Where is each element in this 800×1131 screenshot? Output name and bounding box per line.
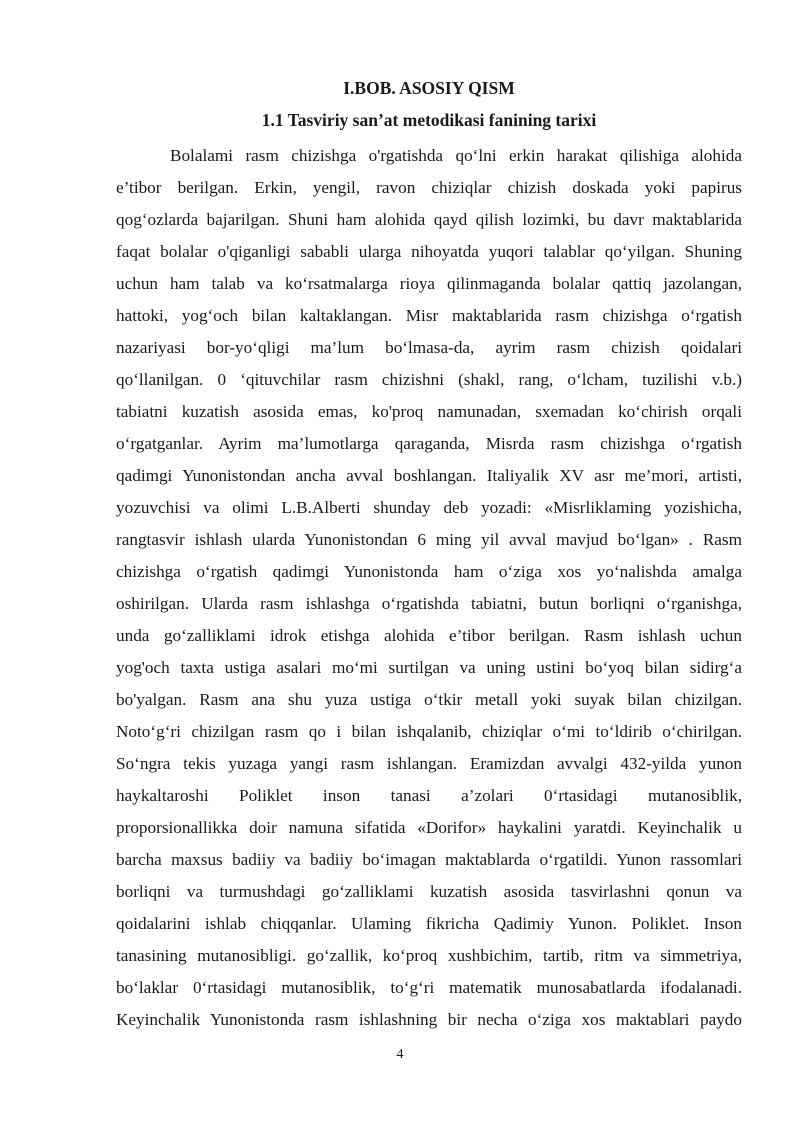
section-title: 1.1 Tasviriy san’at metodikasi fanining tarixi <box>261 110 597 130</box>
text-line: qog‘ozlarda bajarilgan. Shuni ham alohida qayd qilish lozimki, bu davr maktablarida <box>116 210 742 229</box>
text-line: bo'yalgan. Rasm ana shu yuza ustiga o‘tkir metall yoki suyak bilan chizilgan. <box>116 690 742 709</box>
text-line: qadimgi Yunonistondan ancha avval boshlangan. Italiyalik XV asr me’mori, artisti, <box>116 466 742 485</box>
text-line: So‘ngra tekis yuzaga yangi rasm ishlangan. Eramizdan avvalgi 432-yilda yunon <box>116 754 742 773</box>
text-line: chizishga o‘rgatish qadimgi Yunonistonda ham o‘ziga xos yo‘nalishda amalga <box>116 562 742 581</box>
text-line: hattoki, yog‘och bilan kaltaklangan. Misr maktablarida rasm chizishga o‘rgatish <box>116 306 742 325</box>
text-line: haykaltaroshi Poliklet inson tanasi a’zolari 0‘rtasidagi mutanosiblik, <box>116 786 742 805</box>
text-line: Bolalami rasm chizishga o'rgatishda qo‘lni erkin harakat qilishiga alohida <box>170 146 742 165</box>
text-line: qo‘llanilgan. 0 ‘qituvchilar rasm chizishni (shakl, rang, o‘lcham, tuzilishi v.b.) <box>116 370 742 389</box>
text-line: nazariyasi bor-yo‘qligi ma’lum bo‘lmasa-da, ayrim rasm chizish qoidalari <box>116 338 742 357</box>
text-line: e’tibor berilgan. Erkin, yengil, ravon chiziqlar chizish doskada yoki papirus <box>116 178 742 197</box>
body-paragraph <box>116 140 742 1036</box>
text-line: Noto‘g‘ri chizilgan rasm qo i bilan ishqalanib, chiziqlar o‘mi to‘ldirib o‘chirilgan. <box>116 722 742 741</box>
text-line: o‘rgatganlar. Ayrim ma’lumotlarga qaraganda, Misrda rasm chizishga o‘rgatish <box>116 434 742 453</box>
text-line: rangtasvir ishlash ularda Yunonistondan 6 ming yil avval mavjud bo‘lgan» . Rasm <box>116 530 742 549</box>
text-line: unda go‘zalliklami idrok etishga alohida e’tibor berilgan. Rasm ishlash uchun <box>116 626 742 645</box>
text-line: barcha maxsus badiiy va badiiy bo‘imagan maktablarda o‘rgatildi. Yunon rassomlari <box>116 850 742 869</box>
text-line: uchun ham talab va ko‘rsatmalarga rioya qilinmaganda bolalar qattiq jazolangan, <box>116 274 742 293</box>
text-line: yog'och taxta ustiga asalari mo‘mi surtilgan va uning ustini bo‘yoq bilan sidirg‘a <box>116 658 742 677</box>
text-line: tabiatni kuzatish asosida emas, ko'proq namunadan, sxemadan ko‘chirish orqali <box>116 402 742 421</box>
text-line: faqat bolalar o'qiganligi sababli ularga nihoyatda yuqori talablar qo‘yilgan. Shuning <box>116 242 742 261</box>
text-line: tanasining mutanosibligi. go‘zallik, ko‘proq xushbichim, tartib, ritm va simmetriya, <box>116 946 742 965</box>
text-line: borliqni va turmushdagi go‘zalliklami kuzatish asosida tasvirlashni qonun va <box>116 882 742 901</box>
page-number: 4 <box>396 1047 404 1062</box>
text-line: qoidalarini ishlab chiqqanlar. Ulaming fikricha Qadimiy Yunon. Poliklet. Inson <box>116 914 742 933</box>
text-line: yozuvchisi va olimi L.B.Alberti shunday deb yozadi: «Misrliklaming yozishicha, <box>116 498 742 517</box>
text-line: oshirilgan. Ularda rasm ishlashga o‘rgatishda tabiatni, butun borliqni o‘rganishga, <box>116 594 742 613</box>
text-line: bo‘laklar 0‘rtasidagi mutanosiblik, to‘g‘ri matematik munosabatlarda ifodalanadi. <box>116 978 742 997</box>
text-line: proporsionallikka doir namuna sifatida «Dorifor» haykalini yaratdi. Keyinchalik u <box>116 818 742 837</box>
text-line: Keyinchalik Yunonistonda rasm ishlashning bir necha o‘ziga xos maktablari paydo <box>116 1010 742 1029</box>
chapter-title: I.BOB. ASOSIY QISM <box>343 78 515 98</box>
